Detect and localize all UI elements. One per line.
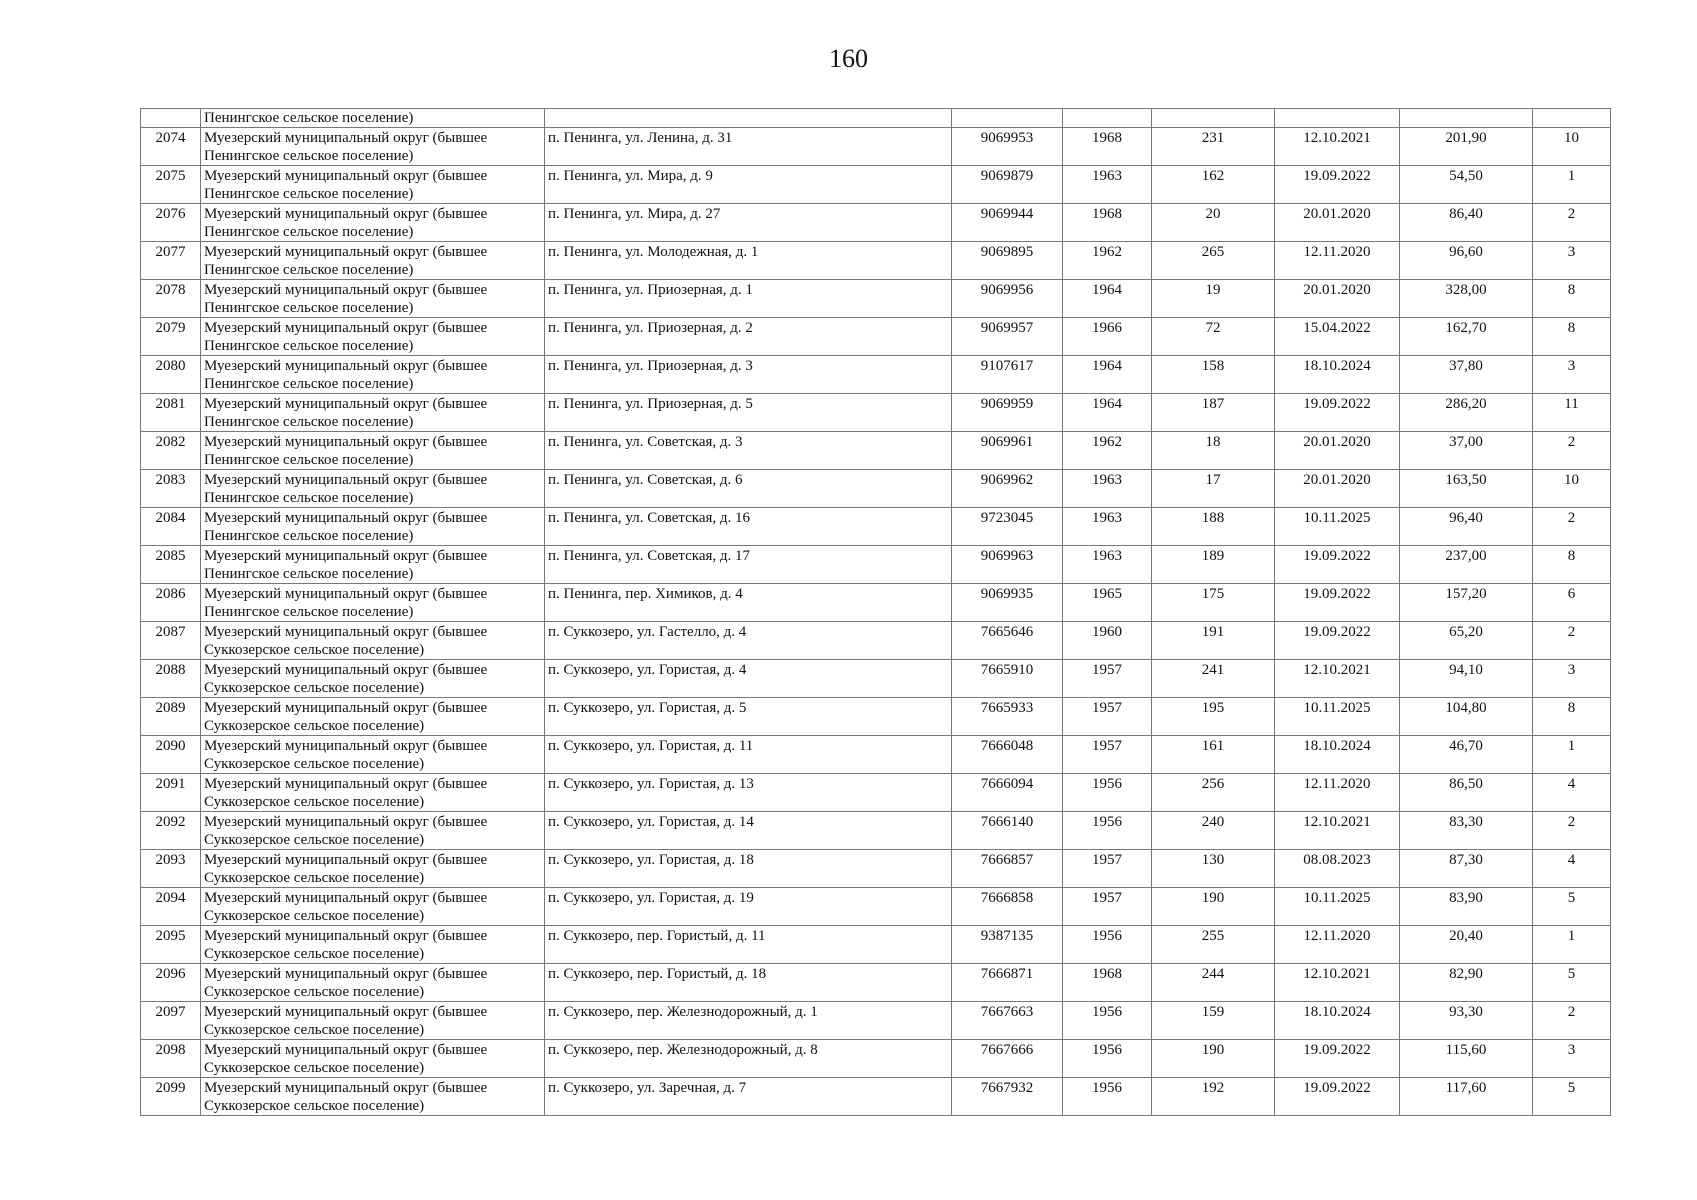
address-cell: п. Суккозеро, ул. Гористая, д. 5	[545, 698, 952, 736]
record-count-cell: 161	[1152, 736, 1275, 774]
row-number-cell: 2096	[141, 964, 201, 1002]
continuation-cell	[952, 109, 1063, 128]
record-count-cell: 188	[1152, 508, 1275, 546]
record-count-cell: 159	[1152, 1002, 1275, 1040]
row-number-cell: 2077	[141, 242, 201, 280]
table-row	[141, 850, 1611, 888]
municipality-name-cell: Муезерский муниципальный округ (бывшее Суккозерское сельское поселение)	[201, 964, 545, 1002]
date-cell: 19.09.2022	[1275, 394, 1400, 432]
table-row	[141, 318, 1611, 356]
row-number-cell: 2074	[141, 128, 201, 166]
row-number-cell: 2079	[141, 318, 201, 356]
year-built-cell: 1964	[1063, 356, 1152, 394]
object-id-cell: 9069944	[952, 204, 1063, 242]
row-number-cell: 2075	[141, 166, 201, 204]
units-count-cell: 8	[1533, 698, 1611, 736]
area-cell: 82,90	[1400, 964, 1533, 1002]
units-count-cell: 2	[1533, 622, 1611, 660]
record-count-cell: 191	[1152, 622, 1275, 660]
table-row	[141, 926, 1611, 964]
row-number-cell: 2092	[141, 812, 201, 850]
record-count-cell: 241	[1152, 660, 1275, 698]
table-row	[141, 736, 1611, 774]
area-cell: 237,00	[1400, 546, 1533, 584]
table-row	[141, 432, 1611, 470]
address-cell: п. Суккозеро, ул. Гористая, д. 13	[545, 774, 952, 812]
municipality-name-cell: Муезерский муниципальный округ (бывшее Суккозерское сельское поселение)	[201, 736, 545, 774]
record-count-cell: 190	[1152, 888, 1275, 926]
row-number-cell: 2076	[141, 204, 201, 242]
continuation-cell	[545, 109, 952, 128]
record-count-cell: 19	[1152, 280, 1275, 318]
row-number-cell: 2095	[141, 926, 201, 964]
year-built-cell: 1968	[1063, 964, 1152, 1002]
object-id-cell: 7665646	[952, 622, 1063, 660]
table-row	[141, 1040, 1611, 1078]
municipality-name-cell: Муезерский муниципальный округ (бывшее Пенингское сельское поселение)	[201, 394, 545, 432]
address-cell: п. Суккозеро, пер. Гористый, д. 11	[545, 926, 952, 964]
object-id-cell: 9069879	[952, 166, 1063, 204]
object-id-cell: 7667932	[952, 1078, 1063, 1116]
municipality-name-cell: Муезерский муниципальный округ (бывшее Суккозерское сельское поселение)	[201, 888, 545, 926]
area-cell: 86,40	[1400, 204, 1533, 242]
area-cell: 163,50	[1400, 470, 1533, 508]
year-built-cell: 1962	[1063, 242, 1152, 280]
year-built-cell: 1964	[1063, 394, 1152, 432]
area-cell: 104,80	[1400, 698, 1533, 736]
address-cell: п. Пенинга, ул. Советская, д. 6	[545, 470, 952, 508]
address-cell: п. Пенинга, ул. Молодежная, д. 1	[545, 242, 952, 280]
area-cell: 94,10	[1400, 660, 1533, 698]
object-id-cell: 9069935	[952, 584, 1063, 622]
row-number-cell: 2088	[141, 660, 201, 698]
municipality-name-cell: Муезерский муниципальный округ (бывшее Суккозерское сельское поселение)	[201, 850, 545, 888]
municipality-name-cell: Муезерский муниципальный округ (бывшее Суккозерское сельское поселение)	[201, 660, 545, 698]
year-built-cell: 1962	[1063, 432, 1152, 470]
row-number-cell: 2080	[141, 356, 201, 394]
address-cell: п. Пенинга, ул. Советская, д. 17	[545, 546, 952, 584]
year-built-cell: 1960	[1063, 622, 1152, 660]
record-count-cell: 162	[1152, 166, 1275, 204]
units-count-cell: 5	[1533, 964, 1611, 1002]
continuation-cell	[1533, 109, 1611, 128]
date-cell: 20.01.2020	[1275, 432, 1400, 470]
address-cell: п. Суккозеро, ул. Гастелло, д. 4	[545, 622, 952, 660]
area-cell: 328,00	[1400, 280, 1533, 318]
address-cell: п. Суккозеро, ул. Заречная, д. 7	[545, 1078, 952, 1116]
units-count-cell: 1	[1533, 166, 1611, 204]
row-number-cell: 2094	[141, 888, 201, 926]
date-cell: 10.11.2025	[1275, 888, 1400, 926]
address-cell: п. Пенинга, ул. Приозерная, д. 1	[545, 280, 952, 318]
table-row	[141, 1078, 1611, 1116]
area-cell: 117,60	[1400, 1078, 1533, 1116]
units-count-cell: 3	[1533, 356, 1611, 394]
object-id-cell: 7666094	[952, 774, 1063, 812]
record-count-cell: 265	[1152, 242, 1275, 280]
units-count-cell: 3	[1533, 242, 1611, 280]
date-cell: 19.09.2022	[1275, 584, 1400, 622]
date-cell: 18.10.2024	[1275, 736, 1400, 774]
row-number-cell: 2087	[141, 622, 201, 660]
year-built-cell: 1957	[1063, 660, 1152, 698]
record-count-cell: 231	[1152, 128, 1275, 166]
record-count-cell: 256	[1152, 774, 1275, 812]
object-id-cell: 9069953	[952, 128, 1063, 166]
address-cell: п. Пенинга, ул. Мира, д. 9	[545, 166, 952, 204]
municipality-name-cell: Муезерский муниципальный округ (бывшее Пенингское сельское поселение)	[201, 318, 545, 356]
address-cell: п. Пенинга, ул. Ленина, д. 31	[545, 128, 952, 166]
date-cell: 12.10.2021	[1275, 660, 1400, 698]
object-id-cell: 7667663	[952, 1002, 1063, 1040]
table-row	[141, 812, 1611, 850]
continuation-row	[141, 109, 1611, 128]
year-built-cell: 1956	[1063, 1078, 1152, 1116]
table-row	[141, 1002, 1611, 1040]
registry-table-body	[141, 109, 1611, 1116]
municipality-name-cell: Муезерский муниципальный округ (бывшее Суккозерское сельское поселение)	[201, 698, 545, 736]
municipality-name-cell: Муезерский муниципальный округ (бывшее Пенингское сельское поселение)	[201, 280, 545, 318]
row-number-cell: 2081	[141, 394, 201, 432]
date-cell: 12.10.2021	[1275, 964, 1400, 1002]
units-count-cell: 1	[1533, 926, 1611, 964]
date-cell: 19.09.2022	[1275, 1078, 1400, 1116]
address-cell: п. Суккозеро, ул. Гористая, д. 14	[545, 812, 952, 850]
table-row	[141, 204, 1611, 242]
object-id-cell: 9387135	[952, 926, 1063, 964]
object-id-cell: 9723045	[952, 508, 1063, 546]
units-count-cell: 8	[1533, 318, 1611, 356]
record-count-cell: 240	[1152, 812, 1275, 850]
area-cell: 96,60	[1400, 242, 1533, 280]
object-id-cell: 9107617	[952, 356, 1063, 394]
area-cell: 162,70	[1400, 318, 1533, 356]
row-number-cell: 2083	[141, 470, 201, 508]
address-cell: п. Суккозеро, ул. Гористая, д. 11	[545, 736, 952, 774]
record-count-cell: 190	[1152, 1040, 1275, 1078]
units-count-cell: 8	[1533, 280, 1611, 318]
row-number-cell: 2084	[141, 508, 201, 546]
address-cell: п. Суккозеро, ул. Гористая, д. 18	[545, 850, 952, 888]
date-cell: 18.10.2024	[1275, 356, 1400, 394]
area-cell: 54,50	[1400, 166, 1533, 204]
address-cell: п. Суккозеро, пер. Гористый, д. 18	[545, 964, 952, 1002]
table-row	[141, 888, 1611, 926]
row-number-cell: 2093	[141, 850, 201, 888]
continuation-cell	[1400, 109, 1533, 128]
municipality-name-cell: Муезерский муниципальный округ (бывшее Суккозерское сельское поселение)	[201, 812, 545, 850]
address-cell: п. Пенинга, ул. Советская, д. 3	[545, 432, 952, 470]
object-id-cell: 7666140	[952, 812, 1063, 850]
area-cell: 286,20	[1400, 394, 1533, 432]
date-cell: 20.01.2020	[1275, 204, 1400, 242]
municipality-name-cell: Муезерский муниципальный округ (бывшее Суккозерское сельское поселение)	[201, 622, 545, 660]
table-row	[141, 470, 1611, 508]
record-count-cell: 244	[1152, 964, 1275, 1002]
object-id-cell: 7666857	[952, 850, 1063, 888]
address-cell: п. Пенинга, ул. Советская, д. 16	[545, 508, 952, 546]
record-count-cell: 18	[1152, 432, 1275, 470]
municipality-name-cell: Муезерский муниципальный округ (бывшее Пенингское сельское поселение)	[201, 166, 545, 204]
units-count-cell: 4	[1533, 850, 1611, 888]
year-built-cell: 1957	[1063, 698, 1152, 736]
units-count-cell: 11	[1533, 394, 1611, 432]
object-id-cell: 7666048	[952, 736, 1063, 774]
date-cell: 12.11.2020	[1275, 774, 1400, 812]
object-id-cell: 9069895	[952, 242, 1063, 280]
row-number-cell: 2086	[141, 584, 201, 622]
units-count-cell: 5	[1533, 888, 1611, 926]
row-number-cell: 2082	[141, 432, 201, 470]
record-count-cell: 175	[1152, 584, 1275, 622]
area-cell: 93,30	[1400, 1002, 1533, 1040]
area-cell: 157,20	[1400, 584, 1533, 622]
row-number-cell: 2091	[141, 774, 201, 812]
object-id-cell: 9069957	[952, 318, 1063, 356]
address-cell: п. Пенинга, ул. Приозерная, д. 3	[545, 356, 952, 394]
municipality-name-cell: Муезерский муниципальный округ (бывшее Суккозерское сельское поселение)	[201, 774, 545, 812]
year-built-cell: 1963	[1063, 546, 1152, 584]
municipality-name-cell: Муезерский муниципальный округ (бывшее Пенингское сельское поселение)	[201, 204, 545, 242]
area-cell: 37,00	[1400, 432, 1533, 470]
address-cell: п. Пенинга, ул. Приозерная, д. 5	[545, 394, 952, 432]
object-id-cell: 9069956	[952, 280, 1063, 318]
table-row	[141, 622, 1611, 660]
table-row	[141, 698, 1611, 736]
continuation-cell	[1063, 109, 1152, 128]
municipality-name-cell: Муезерский муниципальный округ (бывшее Пенингское сельское поселение)	[201, 432, 545, 470]
municipality-name-cell: Муезерский муниципальный округ (бывшее Пенингское сельское поселение)	[201, 470, 545, 508]
date-cell: 10.11.2025	[1275, 508, 1400, 546]
date-cell: 19.09.2022	[1275, 1040, 1400, 1078]
record-count-cell: 195	[1152, 698, 1275, 736]
year-built-cell: 1965	[1063, 584, 1152, 622]
table-row	[141, 280, 1611, 318]
units-count-cell: 8	[1533, 546, 1611, 584]
address-cell: п. Суккозеро, пер. Железнодорожный, д. 1	[545, 1002, 952, 1040]
units-count-cell: 5	[1533, 1078, 1611, 1116]
row-number-cell: 2078	[141, 280, 201, 318]
date-cell: 12.10.2021	[1275, 812, 1400, 850]
record-count-cell: 192	[1152, 1078, 1275, 1116]
municipality-name-cell: Муезерский муниципальный округ (бывшее Суккозерское сельское поселение)	[201, 1040, 545, 1078]
address-cell: п. Суккозеро, пер. Железнодорожный, д. 8	[545, 1040, 952, 1078]
object-id-cell: 9069959	[952, 394, 1063, 432]
year-built-cell: 1966	[1063, 318, 1152, 356]
continuation-name: Пенингское сельское поселение)	[201, 109, 545, 128]
date-cell: 10.11.2025	[1275, 698, 1400, 736]
page-number: 160	[829, 44, 868, 73]
address-cell: п. Суккозеро, ул. Гористая, д. 19	[545, 888, 952, 926]
address-cell: п. Пенинга, ул. Приозерная, д. 2	[545, 318, 952, 356]
object-id-cell: 9069961	[952, 432, 1063, 470]
date-cell: 19.09.2022	[1275, 622, 1400, 660]
object-id-cell: 7666858	[952, 888, 1063, 926]
year-built-cell: 1963	[1063, 508, 1152, 546]
area-cell: 65,20	[1400, 622, 1533, 660]
table-row	[141, 166, 1611, 204]
area-cell: 20,40	[1400, 926, 1533, 964]
record-count-cell: 20	[1152, 204, 1275, 242]
year-built-cell: 1963	[1063, 470, 1152, 508]
table-row	[141, 508, 1611, 546]
date-cell: 08.08.2023	[1275, 850, 1400, 888]
address-cell: п. Пенинга, пер. Химиков, д. 4	[545, 584, 952, 622]
row-number-cell: 2098	[141, 1040, 201, 1078]
table-row	[141, 964, 1611, 1002]
continuation-cell	[1275, 109, 1400, 128]
table-row	[141, 128, 1611, 166]
object-id-cell: 9069963	[952, 546, 1063, 584]
municipality-name-cell: Муезерский муниципальный округ (бывшее Пенингское сельское поселение)	[201, 128, 545, 166]
units-count-cell: 3	[1533, 660, 1611, 698]
record-count-cell: 158	[1152, 356, 1275, 394]
units-count-cell: 2	[1533, 432, 1611, 470]
units-count-cell: 2	[1533, 812, 1611, 850]
units-count-cell: 6	[1533, 584, 1611, 622]
table-row	[141, 242, 1611, 280]
date-cell: 20.01.2020	[1275, 280, 1400, 318]
row-number-cell: 2089	[141, 698, 201, 736]
object-id-cell: 7665933	[952, 698, 1063, 736]
record-count-cell: 189	[1152, 546, 1275, 584]
units-count-cell: 2	[1533, 1002, 1611, 1040]
year-built-cell: 1968	[1063, 128, 1152, 166]
address-cell: п. Суккозеро, ул. Гористая, д. 4	[545, 660, 952, 698]
row-number-cell: 2099	[141, 1078, 201, 1116]
date-cell: 12.11.2020	[1275, 242, 1400, 280]
year-built-cell: 1963	[1063, 166, 1152, 204]
address-cell: п. Пенинга, ул. Мира, д. 27	[545, 204, 952, 242]
year-built-cell: 1957	[1063, 736, 1152, 774]
date-cell: 19.09.2022	[1275, 546, 1400, 584]
area-cell: 115,60	[1400, 1040, 1533, 1078]
units-count-cell: 2	[1533, 508, 1611, 546]
registry-table	[140, 108, 1611, 1116]
area-cell: 96,40	[1400, 508, 1533, 546]
area-cell: 83,90	[1400, 888, 1533, 926]
table-row	[141, 584, 1611, 622]
table-row	[141, 660, 1611, 698]
year-built-cell: 1956	[1063, 812, 1152, 850]
units-count-cell: 4	[1533, 774, 1611, 812]
table-row	[141, 356, 1611, 394]
units-count-cell: 3	[1533, 1040, 1611, 1078]
area-cell: 46,70	[1400, 736, 1533, 774]
record-count-cell: 255	[1152, 926, 1275, 964]
municipality-name-cell: Муезерский муниципальный округ (бывшее Пенингское сельское поселение)	[201, 508, 545, 546]
table-row	[141, 546, 1611, 584]
area-cell: 83,30	[1400, 812, 1533, 850]
record-count-cell: 17	[1152, 470, 1275, 508]
year-built-cell: 1957	[1063, 850, 1152, 888]
area-cell: 37,80	[1400, 356, 1533, 394]
municipality-name-cell: Муезерский муниципальный округ (бывшее Суккозерское сельское поселение)	[201, 926, 545, 964]
year-built-cell: 1968	[1063, 204, 1152, 242]
area-cell: 87,30	[1400, 850, 1533, 888]
units-count-cell: 10	[1533, 470, 1611, 508]
year-built-cell: 1957	[1063, 888, 1152, 926]
municipality-name-cell: Муезерский муниципальный округ (бывшее Суккозерское сельское поселение)	[201, 1002, 545, 1040]
row-number-cell: 2097	[141, 1002, 201, 1040]
continuation-cell	[1152, 109, 1275, 128]
continuation-cell	[141, 109, 201, 128]
object-id-cell: 7666871	[952, 964, 1063, 1002]
municipality-name-cell: Муезерский муниципальный округ (бывшее Пенингское сельское поселение)	[201, 356, 545, 394]
date-cell: 20.01.2020	[1275, 470, 1400, 508]
year-built-cell: 1956	[1063, 1040, 1152, 1078]
record-count-cell: 72	[1152, 318, 1275, 356]
units-count-cell: 2	[1533, 204, 1611, 242]
object-id-cell: 7665910	[952, 660, 1063, 698]
municipality-name-cell: Муезерский муниципальный округ (бывшее Пенингское сельское поселение)	[201, 546, 545, 584]
object-id-cell: 9069962	[952, 470, 1063, 508]
area-cell: 86,50	[1400, 774, 1533, 812]
units-count-cell: 1	[1533, 736, 1611, 774]
units-count-cell: 10	[1533, 128, 1611, 166]
year-built-cell: 1956	[1063, 926, 1152, 964]
row-number-cell: 2085	[141, 546, 201, 584]
area-cell: 201,90	[1400, 128, 1533, 166]
date-cell: 15.04.2022	[1275, 318, 1400, 356]
record-count-cell: 130	[1152, 850, 1275, 888]
year-built-cell: 1956	[1063, 1002, 1152, 1040]
municipality-name-cell: Муезерский муниципальный округ (бывшее Пенингское сельское поселение)	[201, 242, 545, 280]
year-built-cell: 1956	[1063, 774, 1152, 812]
date-cell: 12.11.2020	[1275, 926, 1400, 964]
municipality-name-cell: Муезерский муниципальный округ (бывшее Суккозерское сельское поселение)	[201, 1078, 545, 1116]
year-built-cell: 1964	[1063, 280, 1152, 318]
table-row	[141, 774, 1611, 812]
record-count-cell: 187	[1152, 394, 1275, 432]
date-cell: 18.10.2024	[1275, 1002, 1400, 1040]
row-number-cell: 2090	[141, 736, 201, 774]
table-row	[141, 394, 1611, 432]
date-cell: 12.10.2021	[1275, 128, 1400, 166]
date-cell: 19.09.2022	[1275, 166, 1400, 204]
municipality-name-cell: Муезерский муниципальный округ (бывшее Пенингское сельское поселение)	[201, 584, 545, 622]
object-id-cell: 7667666	[952, 1040, 1063, 1078]
